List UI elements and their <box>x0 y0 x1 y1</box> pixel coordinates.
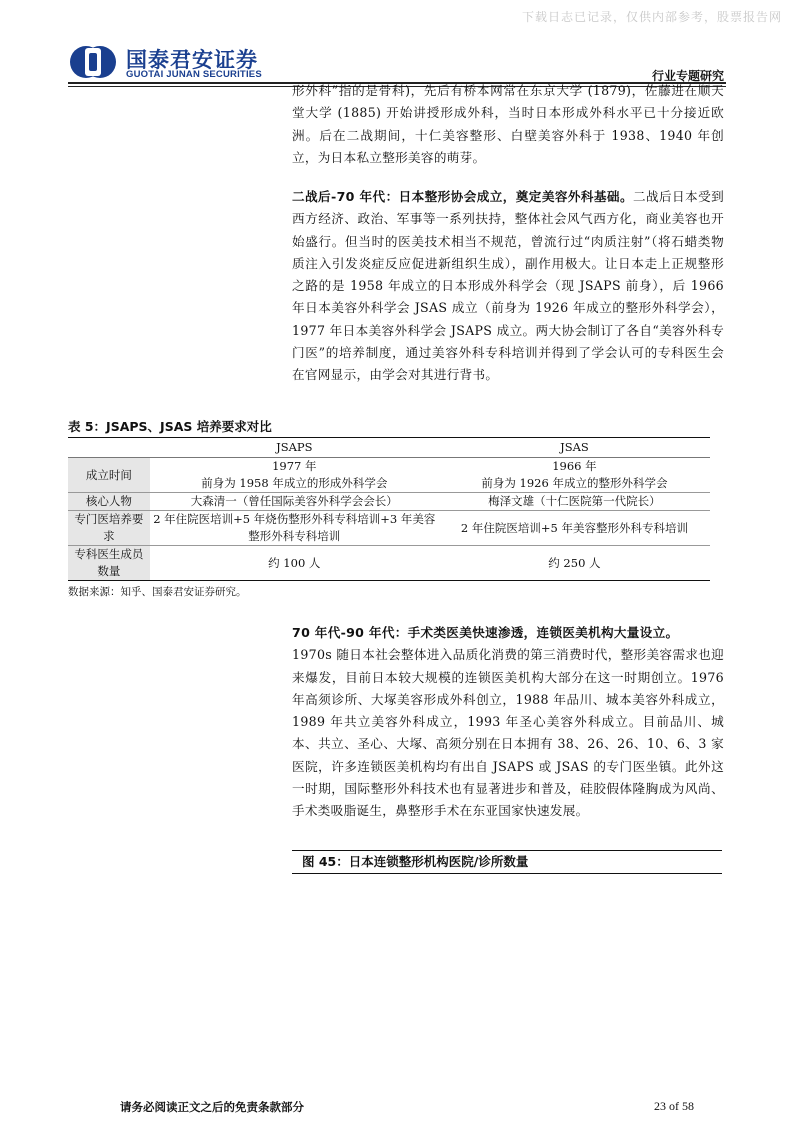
figure-title: 图 45：日本连锁整形机构医院/诊所数量 <box>292 850 722 874</box>
cell-line: 1977 年 <box>272 459 317 473</box>
logo-en-text: GUOTAI JUNAN SECURITIES <box>126 69 262 80</box>
comparison-table <box>68 437 710 581</box>
page-number: 23 of 58 <box>654 1099 694 1113</box>
row-label: 专门医培养要求 <box>68 511 150 546</box>
table-cell: 约 100 人 <box>268 555 321 570</box>
table-cell <box>439 458 710 493</box>
table-cell: 大森清一（曾任国际美容外科学会会长） <box>190 494 398 508</box>
table-cell: 约 250 人 <box>548 555 601 570</box>
table-cell: 梅泽文雄（十仁医院第一代院长） <box>488 494 661 508</box>
table-header-blank <box>68 438 150 458</box>
row-label: 专科医生成员数量 <box>68 546 150 581</box>
table-cell: 2 年住院医培训+5 年美容整形外科专科培训 <box>460 520 688 535</box>
table-row <box>68 546 710 581</box>
table-cell: 2 年住院医培训+5 年烧伤整形外科专科培训+3 年美容整形外科专科培训 <box>153 512 436 543</box>
table-row <box>68 511 710 546</box>
paragraph-70s-90s <box>292 622 724 823</box>
table-header-jsaps: JSAPS <box>150 438 439 458</box>
paragraph-postwar <box>292 186 724 387</box>
section-label: 行业专题研究 <box>651 69 724 83</box>
row-label: 成立时间 <box>68 458 150 493</box>
logo-mark-icon <box>68 44 118 80</box>
table-title: 表 5：JSAPS、JSAS 培养要求对比 <box>68 419 272 434</box>
table-header-jsas: JSAS <box>439 438 710 458</box>
paragraph-postwar-body: 二战后日本受到西方经济、政治、军事等一系列扶持，整体社会风气西方化，商业美容也开始盛行。但当时的医美技术相当不规范，曾流行过“肉质注射”（将石蜡类物质注入引发炎症反应促进新组织生成），副作用极大。让日本走上正规整形之路的是 1958 年成立的日本形成外科学会（现 JSAPS 前身），后 1966 年日本美容外科学会 JSAS 成立（前身为 1926 年成立的整形外科学会），1977 年日本美容外科学会 JSAPS 成立。两大协会制订了各自“美容外科专门医”的培养制度，通过美容外科专科培训并得到了学会认可的专科医生会在官网显示，由学会对其进行背书。 <box>292 189 724 383</box>
logo-cn-text: 国泰君安证券 <box>126 48 258 72</box>
paragraph-70s-body: 1970s 随日本社会整体进入品质化消费的第三消费时代，整形美容需求也迎来爆发，目前日本较大规模的连锁医美机构大部分在这一时期创立。1976 年高须诊所、大塚美容形成外科创立，1988 年品川、城本美容外科成立，1989 年共立美容外科成立，1993 年圣心美容外科成立。目前品川、城本、共立、圣心、大塚、高须分别在日本拥有 38、26、26、10、6、3 家医院，许多连锁医美机构均有出自 JSAPS 或 JSAS 的专门医坐镇。此外这一时期，国际整形外科技术也有显著进步和普及，硅胶假体隆胸成为风尚、手术类吸脂诞生，鼻整形手术在东亚国家快速发展。 <box>292 647 724 819</box>
table-cell <box>150 458 439 493</box>
paragraph-intro: 形外科”指的是骨科)，先后有桥本网常在东京大学 (1879)，佐藤进在顺天堂大学 (1885) 开始讲授形成外科，当时日本形成外科水平已十分接近欧洲。后在二战期间，十仁美容整形、白壁美容外科于 1938、1940 年创立，为日本私立整形美容的萌芽。 <box>292 83 724 165</box>
table-header-row <box>68 438 710 458</box>
company-logo <box>68 44 308 80</box>
footer-disclaimer: 请务必阅读正文之后的免责条款部分 <box>120 1100 304 1114</box>
table-row <box>68 458 710 493</box>
row-label: 核心人物 <box>68 493 150 511</box>
paragraph-postwar-heading: 二战后-70 年代：日本整形协会成立，奠定美容外科基础。 <box>292 189 633 204</box>
table-source: 数据来源：知乎、国泰君安证券研究。 <box>68 586 247 598</box>
watermark-text: 下载日志已记录，仅供内部参考，股票报告网 <box>521 10 782 24</box>
cell-line: 1966 年 <box>552 459 597 473</box>
cell-line: 前身为 1926 年成立的整形外科学会 <box>481 476 668 490</box>
cell-line: 前身为 1958 年成立的形成外科学会 <box>201 476 388 490</box>
table-row <box>68 493 710 511</box>
paragraph-70s-heading: 70 年代-90 年代：手术类医美快速渗透，连锁医美机构大量设立。 <box>292 625 679 640</box>
